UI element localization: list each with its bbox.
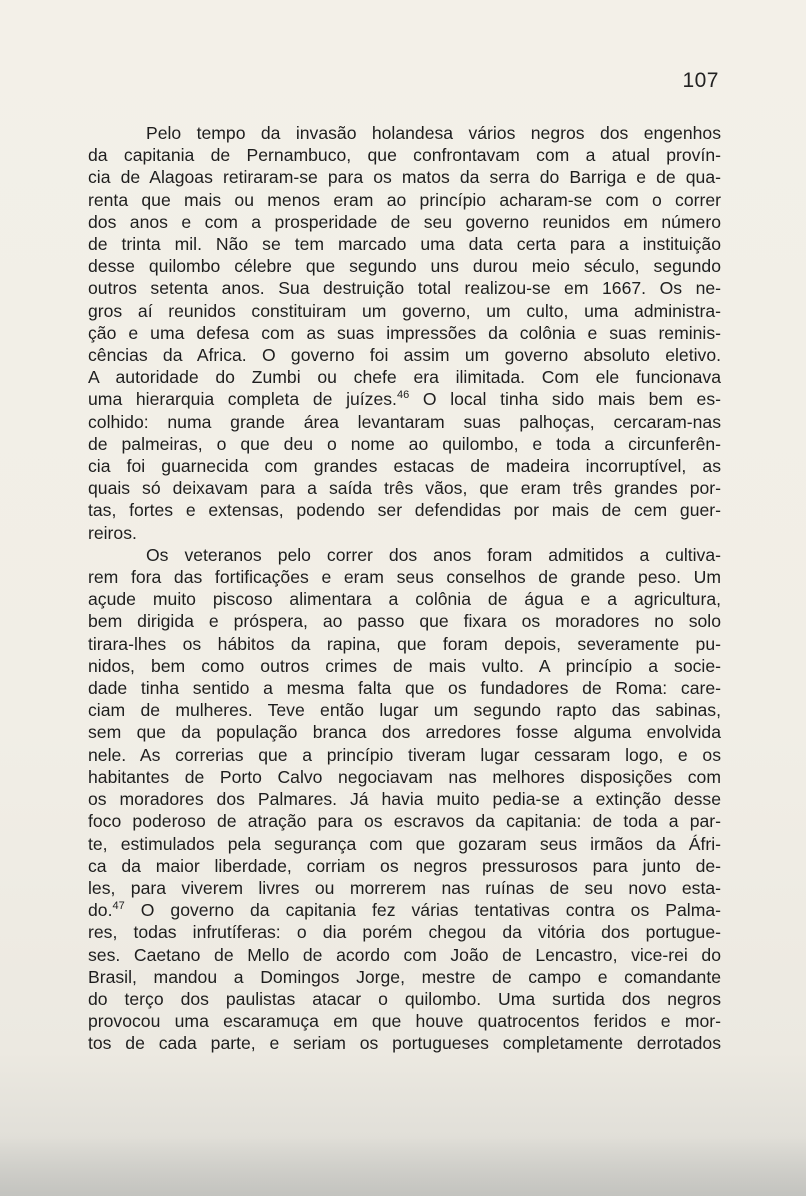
text-line xyxy=(88,544,721,566)
text-line-content: rem fora das fortificações e eram seus conselhos de grande peso. Um xyxy=(88,567,721,588)
text-line-content: ses. Caetano de Mello de acordo com João de Lencastro, vice-rei do xyxy=(88,944,721,965)
text-line xyxy=(88,966,721,988)
text-line-continuation: O local tinha sido mais bem es- xyxy=(409,389,721,410)
text-line-continuation: O governo da capitania fez várias tentativas contra os Palma- xyxy=(124,900,721,921)
text-line xyxy=(88,477,721,499)
text-line-content: tos de cada parte, e seriam os portugueses completamente derrotados xyxy=(88,1033,721,1054)
text-line xyxy=(88,522,721,544)
text-line xyxy=(88,1032,721,1054)
text-line xyxy=(88,810,721,832)
text-line xyxy=(88,921,721,943)
text-line xyxy=(88,766,721,788)
text-line-content: sem que da população branca dos arredores fosse alguma envolvida xyxy=(88,722,721,743)
body-text xyxy=(88,122,721,1055)
text-line xyxy=(88,255,721,277)
text-line xyxy=(88,144,721,166)
text-line xyxy=(88,721,721,743)
text-line xyxy=(88,122,721,144)
text-line-content: les, para viverem livres ou morrerem nas ruínas de seu novo esta- xyxy=(88,877,721,898)
text-line xyxy=(88,1010,721,1032)
text-line xyxy=(88,344,721,366)
text-line xyxy=(88,455,721,477)
page-bottom-shadow xyxy=(0,1136,806,1196)
text-line-content: colhido: numa grande área levantaram suas palhoças, cercaram-nas xyxy=(88,411,721,432)
text-line-content: ção e uma defesa com as suas impressões da colônia e suas reminis- xyxy=(88,322,721,343)
text-line xyxy=(88,166,721,188)
text-line-content: ca da maior liberdade, corriam os negros pressurosos para junto de- xyxy=(88,855,721,876)
text-line-content: dade tinha sentido a mesma falta que os fundadores de Roma: care- xyxy=(88,678,721,699)
footnote-marker: 46 xyxy=(396,389,410,402)
text-line-content: cia de Alagoas retiraram-se para os matos da serra do Barriga e de qua- xyxy=(88,167,721,188)
text-line xyxy=(88,233,721,255)
text-line-content: Brasil, mandou a Domingos Jorge, mestre de campo e comandante xyxy=(88,966,721,987)
text-line-content: foco poderoso de atração para os escravos da capitania: de toda a par- xyxy=(88,811,721,832)
text-line-content: tas, fortes e extensas, podendo ser defendidas por mais de cem guer- xyxy=(88,500,721,521)
text-line-content: desse quilombo célebre que segundo uns durou meio século, segundo xyxy=(88,256,721,277)
text-line-content: cências da Africa. O governo foi assim um governo absoluto eletivo. xyxy=(88,345,721,366)
text-line xyxy=(88,833,721,855)
text-line xyxy=(88,411,721,433)
footnote-marker: 47 xyxy=(112,900,125,913)
text-line-content: quais só deixavam para a saída três vãos, que eram três grandes por- xyxy=(88,478,721,499)
text-line xyxy=(88,366,721,388)
text-line-content: res, todas infrutíferas: o dia porém chegou da vitória dos portugue- xyxy=(88,922,721,943)
text-line-content: de palmeiras, o que deu o nome ao quilombo, e toda a circunferên- xyxy=(88,433,721,454)
text-line-content: habitantes de Porto Calvo negociavam nas melhores disposições com xyxy=(88,766,721,787)
text-line-content: Pelo tempo da invasão holandesa vários negros dos engenhos xyxy=(146,123,721,143)
text-line xyxy=(88,211,721,233)
text-line-content: do terço dos paulistas atacar o quilombo. Uma surtida dos negros xyxy=(88,988,721,1009)
text-line xyxy=(88,277,721,299)
text-line-content: Os veteranos pelo correr dos anos foram admitidos a cultiva- xyxy=(146,544,721,565)
text-line-content: nele. As correrias que a princípio tiveram lugar cessaram logo, e os xyxy=(88,744,721,765)
text-line-content: outros setenta anos. Sua destruição total realizou-se em 1667. Os ne- xyxy=(88,278,721,299)
text-line xyxy=(88,899,721,921)
text-line-content: de trinta mil. Não se tem marcado uma data certa para a instituição xyxy=(88,234,721,255)
text-line xyxy=(88,677,721,699)
text-line xyxy=(88,988,721,1010)
page-number: 107 xyxy=(682,69,719,92)
text-line xyxy=(88,610,721,632)
text-line-content: do. xyxy=(88,900,113,921)
text-line-content: nidos, bem como outros crimes de mais vulto. A princípio a socie- xyxy=(88,655,721,676)
text-line-content: cia foi guarnecida com grandes estacas de madeira incorruptível, as xyxy=(88,456,721,477)
text-line-content: bem dirigida e próspera, ao passo que fixara os moradores no solo xyxy=(88,611,721,632)
text-line-content: reiros. xyxy=(88,522,137,543)
text-line-content: gros aí reunidos constituiram um governo, um culto, uma administra- xyxy=(88,300,721,321)
text-line xyxy=(88,300,721,322)
text-line-content: uma hierarquia completa de juízes. xyxy=(88,389,397,410)
text-line xyxy=(88,744,721,766)
text-line-content: açude muito piscoso alimentara a colônia de água e a agricultura, xyxy=(88,589,721,610)
text-line-content: da capitania de Pernambuco, que confrontavam com a atual provín- xyxy=(88,145,721,166)
text-line-content: tirara-lhes os hábitos da rapina, que foram depois, severamente pu- xyxy=(88,633,721,654)
text-line xyxy=(88,855,721,877)
text-line-content: renta que mais ou menos eram ao princípio acharam-se com o correr xyxy=(88,189,721,210)
text-line xyxy=(88,633,721,655)
text-line-content: os moradores dos Palmares. Já havia muito pedia-se a extinção desse xyxy=(88,789,721,810)
text-line xyxy=(88,433,721,455)
text-line-content: te, estimulados pela segurança com que gozaram seus irmãos da Áfri- xyxy=(88,833,721,854)
text-line xyxy=(88,788,721,810)
text-line xyxy=(88,566,721,588)
text-line xyxy=(88,655,721,677)
text-line xyxy=(88,588,721,610)
text-line xyxy=(88,944,721,966)
text-line xyxy=(88,388,721,410)
text-line xyxy=(88,499,721,521)
text-line-content: A autoridade do Zumbi ou chefe era ilimitada. Com ele funcionava xyxy=(88,367,721,388)
text-line xyxy=(88,699,721,721)
text-line xyxy=(88,189,721,211)
text-line-content: provocou uma escaramuça em que houve quatrocentos feridos e mor- xyxy=(88,1011,721,1032)
text-line xyxy=(88,322,721,344)
text-line-content: ciam de mulheres. Teve então lugar um segundo rapto das sabinas, xyxy=(88,700,721,721)
text-line-content: dos anos e com a prosperidade de seu governo reunidos em número xyxy=(88,211,721,232)
text-line xyxy=(88,877,721,899)
